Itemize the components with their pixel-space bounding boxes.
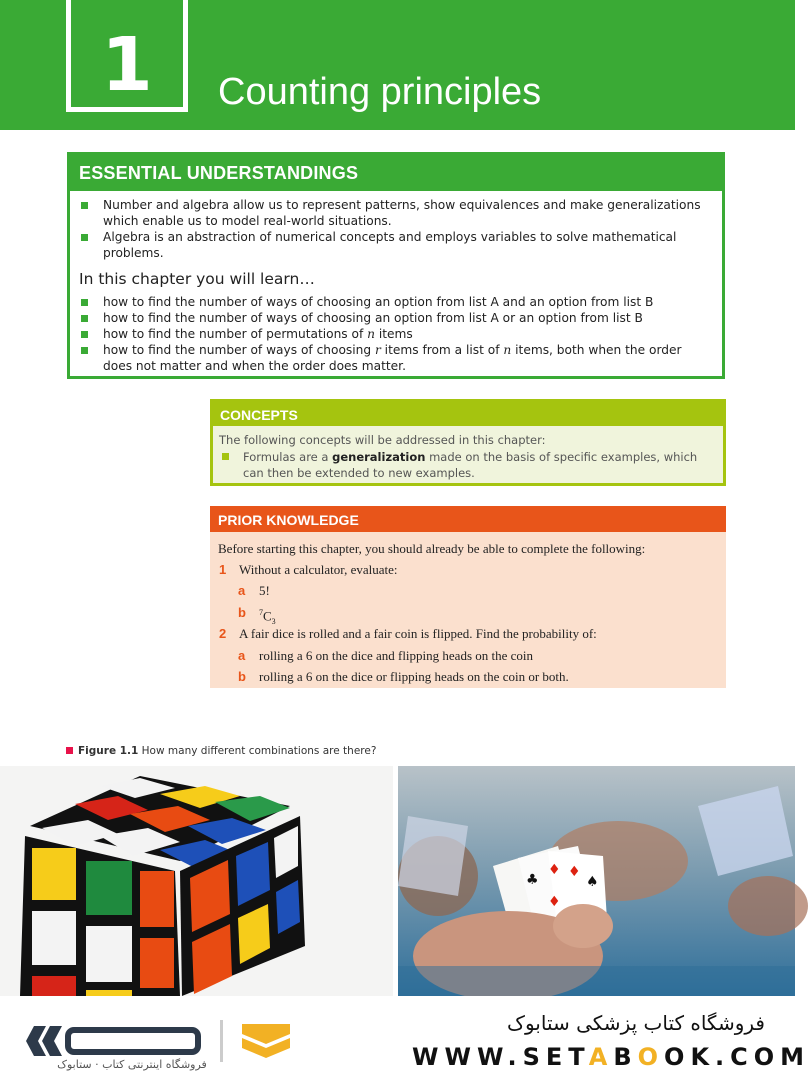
svg-text:♦: ♦ xyxy=(568,864,581,880)
concepts-box: CONCEPTS The following concepts will be addressed in this chapter: Formulas are a generalization made on the basis of specific examples, which can then be extended to new examples. xyxy=(210,399,726,486)
subquestion-text: rolling a 6 on the dice and flipping heads on the coin xyxy=(259,648,534,663)
learn-heading: In this chapter you will learn… xyxy=(79,270,315,288)
svg-text:♠: ♠ xyxy=(586,874,599,890)
caption-marker-icon xyxy=(66,747,73,754)
logo-caption: فروشگاه اینترنتی کتاب · ستابوک xyxy=(57,1058,207,1071)
essential-understandings-box: ESSENTIAL UNDERSTANDINGS Number and algebra allow us to represent patterns, show equivalences and make generalizations which enable us to model real-world situations. Algebra is an abstraction of numerical concepts and employs variables to solve mathematical problems. In this chapter you will learn… how to find the number of ways of choosing an option from list A and an option from list B how to find the number of ways of choosing an option from list A or an option from list B how to find the number of permutations of n items how to find the number of ways of choosing r items from a list of n items, both when the order does not matter and when the order does matter. xyxy=(67,152,725,379)
prior-intro: Before starting this chapter, you should already be able to complete the following: xyxy=(218,541,646,556)
prior-knowledge-title: PRIOR KNOWLEDGE xyxy=(210,506,726,532)
bullet-square-icon xyxy=(81,234,88,241)
chapter-number: 1 xyxy=(101,22,153,108)
bullet-square-icon xyxy=(81,299,88,306)
store-name: فروشگاه کتاب پزشکی ستابوک xyxy=(507,1011,765,1035)
question-text: Without a calculator, evaluate: xyxy=(239,562,398,577)
bullet-square-icon xyxy=(81,202,88,209)
bullet-square-icon xyxy=(81,331,88,338)
store-watermark xyxy=(12,996,810,1079)
subquestion-label: a xyxy=(238,583,246,598)
question-text: A fair dice is rolled and a fair coin is flipped. Find the probability of: xyxy=(239,626,597,641)
svg-text:♦: ♦ xyxy=(548,862,561,878)
concepts-intro: The following concepts will be addressed in this chapter: xyxy=(219,433,546,447)
subquestion-text: $^7C_3$ xyxy=(259,608,276,626)
subquestion-text: rolling a 6 on the dice or flipping heads on the coin or both. xyxy=(259,669,569,684)
chapter-header xyxy=(0,0,795,130)
svg-text:♦: ♦ xyxy=(548,894,561,910)
subquestion-text: 5! xyxy=(259,583,270,598)
essential-understandings-title: ESSENTIAL UNDERSTANDINGS xyxy=(70,155,722,191)
subquestion-label: b xyxy=(238,605,246,620)
playing-cards-photo xyxy=(398,766,795,996)
svg-text:♣: ♣ xyxy=(526,872,539,888)
subquestion-label: b xyxy=(238,669,246,684)
figure-caption: Figure 1.1 How many different combinations are there? xyxy=(66,744,376,758)
bullet-square-icon xyxy=(81,347,88,354)
chapter-title: Counting principles xyxy=(218,71,542,113)
prior-knowledge-box xyxy=(210,506,726,688)
rubiks-cube-photo xyxy=(0,766,393,996)
bullet-square-icon xyxy=(81,315,88,322)
subquestion-label: a xyxy=(238,648,246,663)
bullet-square-icon xyxy=(222,453,229,460)
concepts-title: CONCEPTS xyxy=(213,402,723,426)
store-url: WWW.SETABOOK.COM xyxy=(412,1043,810,1071)
question-number: 2 xyxy=(219,626,227,641)
question-number: 1 xyxy=(219,562,227,577)
